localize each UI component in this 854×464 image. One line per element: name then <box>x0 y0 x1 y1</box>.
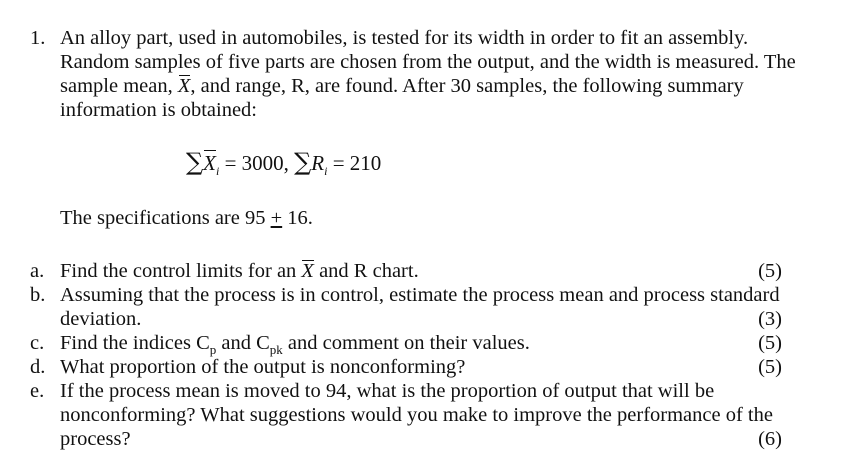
part-a-x-bar: X <box>301 260 314 282</box>
part-c-sub-pk: pk <box>269 342 283 358</box>
part-e-line-2: nonconforming? What suggestions would you make to improve the performance of the <box>60 404 773 426</box>
intro-line-3-start: sample mean, <box>60 75 173 97</box>
part-e-letter: e. <box>30 380 45 402</box>
specs-suffix: 16. <box>282 207 313 229</box>
part-e-line-1: If the process mean is moved to 94, what is the proportion of output that will be <box>60 380 715 402</box>
specs-prefix: The specifications are 95 <box>60 207 266 229</box>
formula-value-1: = 3000, <box>219 151 289 175</box>
part-c-mid: and C <box>216 332 270 354</box>
sigma-symbol-1: ∑ <box>186 148 204 176</box>
part-e-line-3: process? <box>60 428 131 450</box>
part-d-letter: d. <box>30 356 46 378</box>
x-bar-symbol: X <box>177 75 191 97</box>
part-a-letter: a. <box>30 260 45 282</box>
plus-minus-symbol: + <box>270 207 283 229</box>
part-a-text <box>60 259 419 283</box>
part-c-letter: c. <box>30 332 45 354</box>
part-c-sub-p: p <box>209 342 217 358</box>
part-a-marks: (5) <box>758 260 782 282</box>
specifications-line <box>60 206 313 230</box>
part-b-letter: b. <box>30 284 46 306</box>
part-c-pre: Find the indices C <box>60 332 210 354</box>
part-c-post: and comment on their values. <box>282 332 530 354</box>
part-d-marks: (5) <box>758 356 782 378</box>
part-b-line-1: Assuming that the process is in control, estimate the process mean and process standard <box>60 284 780 306</box>
intro-line-4: information is obtained: <box>60 99 257 121</box>
formula-subscript-2: i <box>324 164 328 178</box>
part-a-post: and R chart. <box>319 260 419 282</box>
intro-line-3-end: , and range, R, are found. After 30 samples, the following summary <box>190 75 744 97</box>
part-a-pre: Find the control limits for an <box>60 260 297 282</box>
part-b-marks: (3) <box>758 308 782 330</box>
sigma-symbol-2: ∑ <box>294 148 312 176</box>
question-number: 1. <box>30 27 46 49</box>
intro-line-3 <box>60 74 744 98</box>
formula-r: R <box>311 151 325 175</box>
intro-line-2: Random samples of five parts are chosen from the output, and the width is measured. The <box>60 51 796 73</box>
formula-x-bar: X <box>203 151 216 175</box>
part-c-marks: (5) <box>758 332 782 354</box>
part-d-text: What proportion of the output is nonconforming? <box>60 356 466 378</box>
formula-value-2: = 210 <box>327 151 382 175</box>
part-e-marks: (6) <box>758 428 782 450</box>
summary-formula <box>186 148 381 180</box>
part-b-line-2: deviation. <box>60 308 142 330</box>
formula-subscript-1: i <box>215 164 220 178</box>
intro-line-1: An alloy part, used in automobiles, is tested for its width in order to fit an assembly. <box>60 27 749 49</box>
